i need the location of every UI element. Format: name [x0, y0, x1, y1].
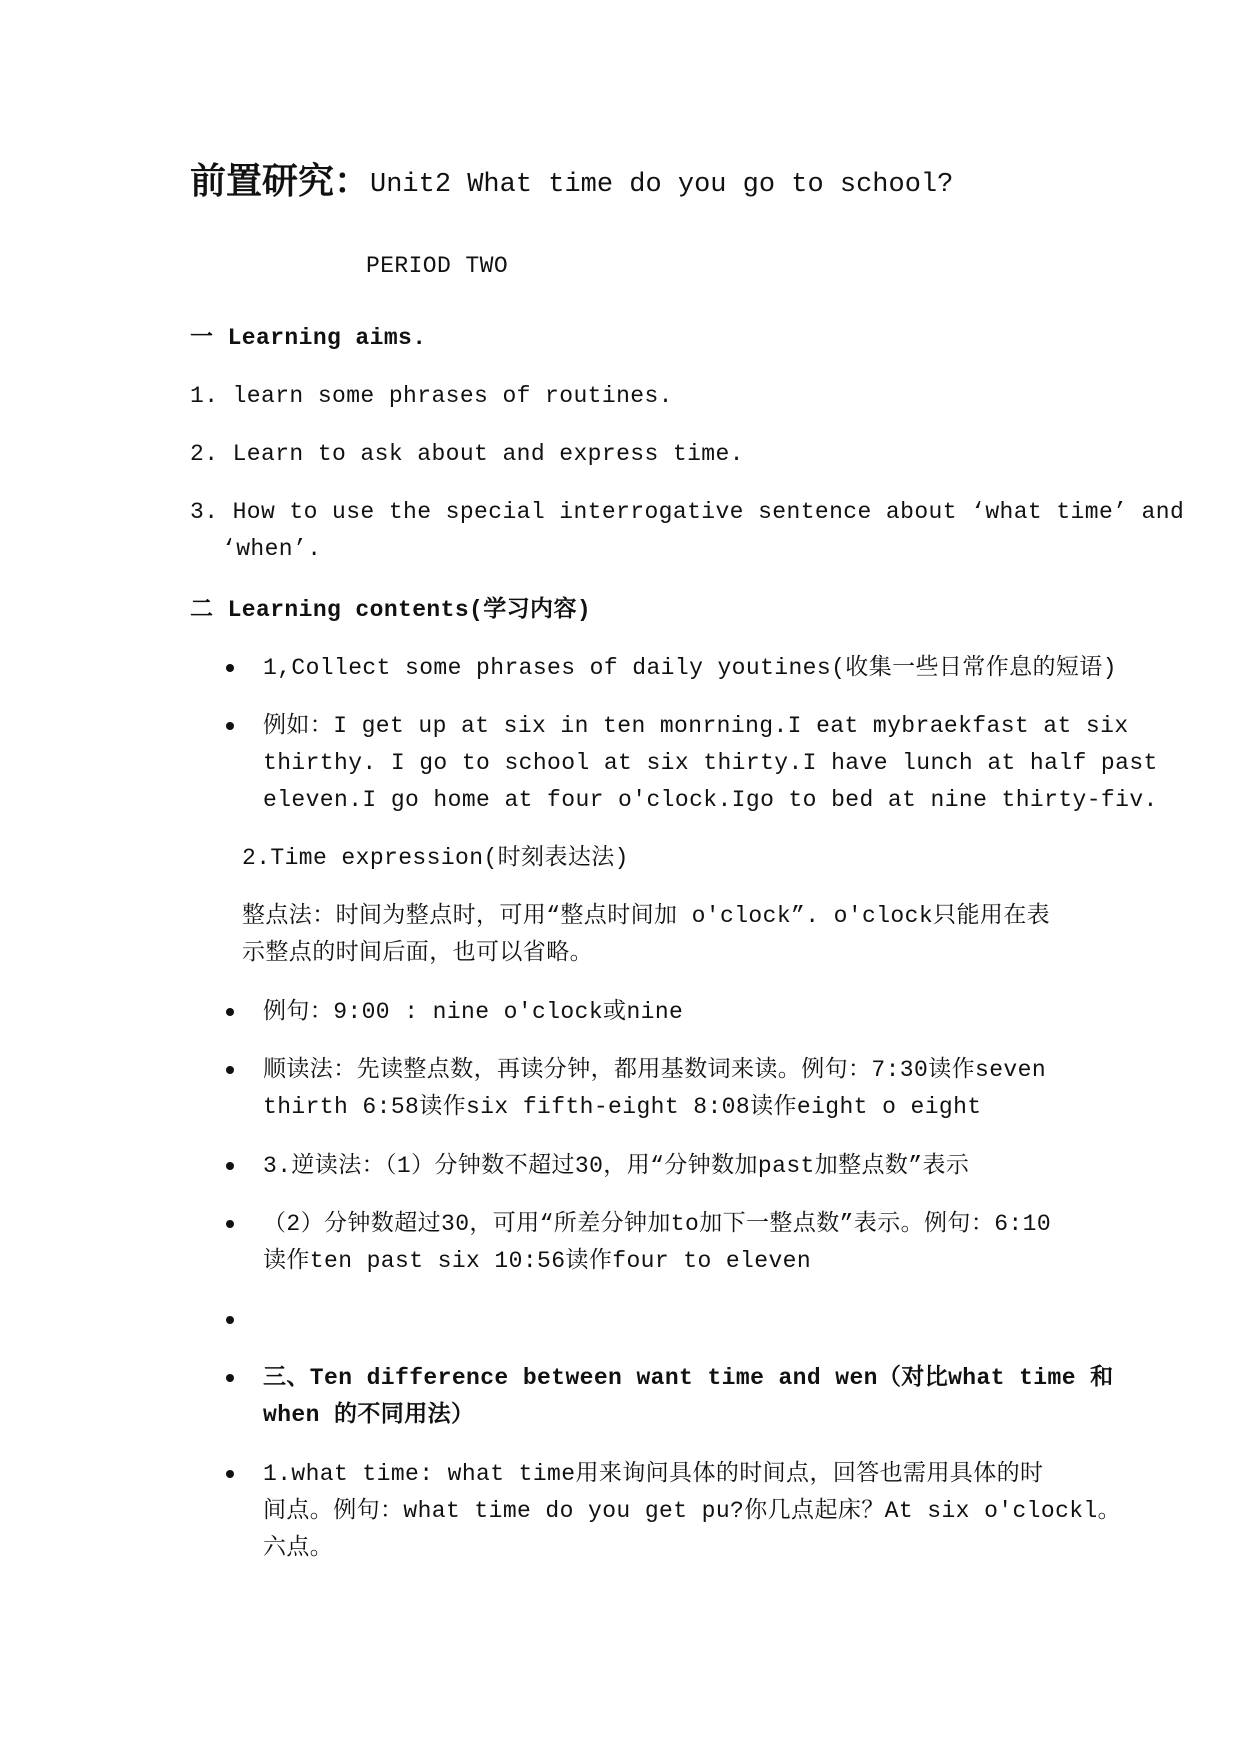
- content-bullet-1: 1,Collect some phrases of daily youtines(收集一些日常作息的短语): [263, 655, 1117, 681]
- title-text: Unit2 What time do you go to school?: [370, 170, 954, 200]
- reverse-reading-2-line-1: （2）分钟数超过30，可用“所差分钟加to加下一整点数”表示。例句：6:10: [263, 1211, 1052, 1237]
- title-prefix: 前置研究：: [190, 161, 371, 202]
- what-time-line-2: 间点。例句：what time do you get pu?你几点起床？At six o'clockl。: [263, 1498, 1122, 1524]
- example-whole-hour: 例句：9:00 : nine o'clock或nine: [263, 999, 684, 1025]
- section3-heading-line-1: 三、Ten difference between want time and wen（对比what time 和: [263, 1365, 1114, 1391]
- example-line-3: eleven.I go home at four o'clock.Igo to bed at nine thirty-fiv.: [263, 787, 1158, 813]
- what-time-line-1: 1.what time: what time用来询问具体的时间点，回答也需用具体的时: [263, 1461, 1044, 1487]
- empty-bullet-dot: [226, 1316, 234, 1324]
- document-title: [190, 160, 953, 207]
- reverse-reading-2-line-2: 读作ten past six 10:56读作four to eleven: [263, 1248, 812, 1274]
- aim-item-3-cont: ‘when’.: [222, 536, 322, 562]
- bullet-dot: [226, 1008, 234, 1016]
- whole-hour-line-1: 整点法：时间为整点时，可用“整点时间加 o'clock”. o'clock只能用在表: [242, 903, 1051, 929]
- aim-item-2: 2. Learn to ask about and express time.: [190, 441, 744, 467]
- section1-heading: 一 Learning aims.: [190, 325, 427, 351]
- section2-heading: 二 Learning contents(学习内容): [190, 597, 592, 623]
- what-time-line-3: 六点。: [263, 1535, 334, 1561]
- period-heading: PERIOD TWO: [366, 253, 509, 279]
- aim-item-1: 1. learn some phrases of routines.: [190, 383, 673, 409]
- bullet-dot: [226, 1374, 234, 1382]
- bullet-dot: [226, 1470, 234, 1478]
- section3-heading-line-2: when 的不同用法）: [263, 1402, 475, 1428]
- bullet-dot: [226, 664, 234, 672]
- forward-reading-line-1: 顺读法：先读整点数，再读分钟，都用基数词来读。例句：7:30读作seven: [263, 1057, 1047, 1083]
- time-expression-heading: 2.Time expression(时刻表达法): [242, 845, 629, 871]
- bullet-dot: [226, 1066, 234, 1074]
- bullet-dot: [226, 1162, 234, 1170]
- forward-reading-line-2: thirth 6:58读作six fifth-eight 8:08读作eight o eight: [263, 1094, 982, 1120]
- whole-hour-line-2: 示整点的时间后面，也可以省略。: [242, 940, 593, 966]
- example-line-2: thirthy. I go to school at six thirty.I have lunch at half past: [263, 750, 1158, 776]
- aim-item-3: 3. How to use the special interrogative sentence about ‘what time’ and: [190, 499, 1185, 525]
- bullet-dot: [226, 1220, 234, 1228]
- bullet-dot: [226, 722, 234, 730]
- example-line-1: 例如：I get up at six in ten monrning.I eat mybraekfast at six: [263, 713, 1129, 739]
- reverse-reading-1: 3.逆读法：（1）分钟数不超过30，用“分钟数加past加整点数”表示: [263, 1153, 970, 1179]
